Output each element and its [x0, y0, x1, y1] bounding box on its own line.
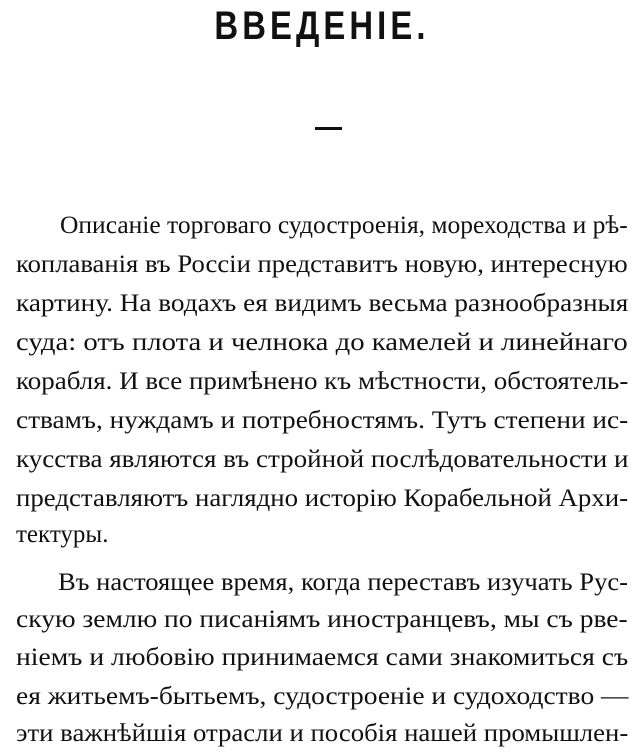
title-separator — [315, 127, 342, 130]
paragraph-1-line-3: картину. На водахъ ея видимъ весьма разнообразныя — [16, 290, 629, 317]
paragraph-1-line-5: корабля. И все примѣнено къ мѣстности, обстоятель- — [16, 368, 629, 395]
paragraph-1-line-2: коплаванія въ Россіи представитъ новую, интересную — [16, 251, 628, 278]
paragraph-1-line-4: суда: отъ плота и челнока до камелей и линейнаго — [16, 329, 628, 356]
paragraph-2-line-3: ніемъ и любовію принимаемся сами знакомиться съ — [16, 644, 629, 671]
paragraph-2-line-1: Въ настоящее время, когда переставъ изучать Рус- — [58, 569, 629, 596]
paragraph-1-line-8: представляютъ наглядно исторію Корабельной Архи- — [16, 485, 629, 512]
paragraph-1-line-9: тектуры. — [16, 521, 109, 548]
paragraph-1-line-1: Описаніе торговаго судостроенія, мореходства и рѣ- — [60, 212, 628, 239]
paragraph-2-line-2: скую землю по писаніямъ иностранцевъ, мы съ рве- — [16, 606, 628, 633]
paragraph-2-line-4: ея житьемъ-бытьемъ, судостроеніе и судоходство — — [16, 683, 629, 710]
paragraph-1-line-6: ствамъ, нуждамъ и потребностямъ. Тутъ степени ис- — [16, 407, 629, 434]
paragraph-2-line-5: эти важнѣйшія отрасли и пособія нашей промышлен- — [16, 720, 629, 747]
page-title: ВВЕДЕНІЕ. — [214, 4, 430, 48]
paragraph-1-line-7: кусства являются въ стройной послѣдовательности и — [16, 446, 629, 473]
